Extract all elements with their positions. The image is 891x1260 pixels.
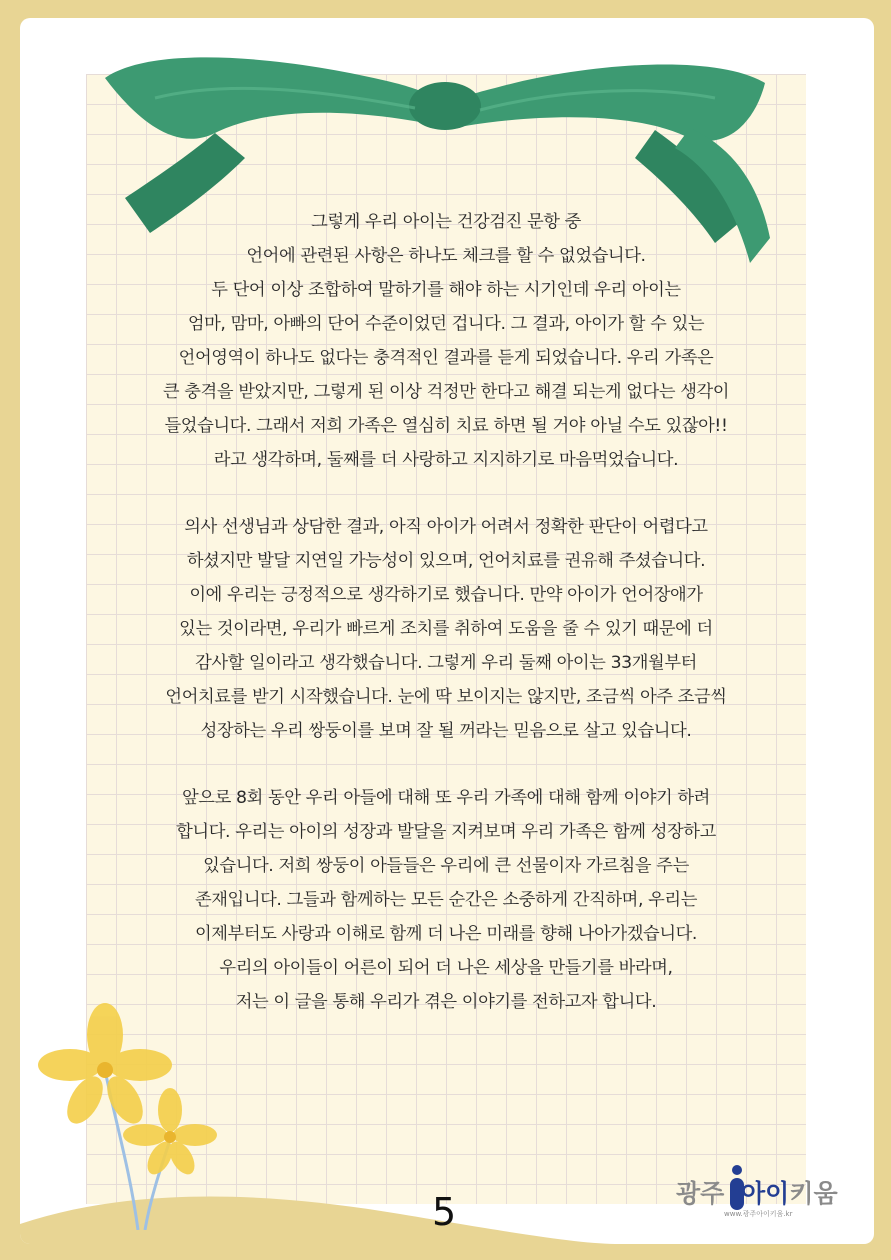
text-line: 저는 이 글을 통해 우리가 겪은 이야기를 전하고자 합니다.: [235, 992, 657, 1012]
page-number: 5: [432, 1190, 457, 1234]
logo-wordmark: [741, 1174, 838, 1210]
logo: [676, 1158, 876, 1228]
text-line: 앞으로 8회 동안 우리 아들에 대해 또 우리 가족에 대해 함께 이야기 하려: [182, 788, 710, 808]
text-line: 우리의 아이들이 어른이 되어 더 나은 세상을 만들기를 바라며,: [219, 958, 673, 978]
logo-suffix: 키움: [789, 1179, 838, 1208]
text-line: 큰 충격을 받았지만, 그렇게 된 이상 걱정만 한다고 해결 되는게 없다는 생각이: [162, 382, 730, 402]
logo-accent: 아이: [741, 1179, 790, 1208]
paragraph-1: [90, 205, 802, 477]
paragraph-2: [90, 510, 802, 748]
text-line: 라고 생각하며, 둘째를 더 사랑하고 지지하기로 마음먹었습니다.: [213, 450, 679, 470]
text-line: 의사 선생님과 상담한 결과, 아직 아이가 어려서 정확한 판단이 어렵다고: [184, 517, 708, 537]
text-line: 두 단어 이상 조합하여 말하기를 해야 하는 시기인데 우리 아이는: [211, 280, 681, 300]
text-line: 합니다. 우리는 아이의 성장과 발달을 지켜보며 우리 가족은 함께 성장하고: [176, 822, 716, 842]
text-line: 존재입니다. 그들과 함께하는 모든 순간은 소중하게 간직하며, 우리는: [194, 890, 698, 910]
text-line: 이에 우리는 긍정적으로 생각하기로 했습니다. 만약 아이가 언어장애가: [189, 585, 703, 605]
logo-url: www.광주아이키움.kr: [724, 1210, 793, 1218]
body-text: [90, 205, 802, 1052]
text-line: 있는 것이라면, 우리가 빠르게 조치를 취하여 도움을 줄 수 있기 때문에 더: [179, 619, 713, 639]
text-line: 언어에 관련된 사항은 하나도 체크를 할 수 없었습니다.: [246, 246, 646, 266]
text-line: 감사할 일이라고 생각했습니다. 그렇게 우리 둘째 아이는 33개월부터: [195, 653, 697, 673]
text-line: 이제부터도 사랑과 이해로 함께 더 나은 미래를 향해 나아가겠습니다.: [194, 924, 698, 944]
text-line: 그렇게 우리 아이는 건강검진 문항 중: [311, 212, 581, 232]
text-line: 하셨지만 발달 지연일 가능성이 있으며, 언어치료를 권유해 주셨습니다.: [186, 551, 706, 571]
paragraph-3: [90, 781, 802, 1019]
logo-prefix: 광주: [676, 1179, 725, 1208]
text-line: 언어치료를 받기 시작했습니다. 눈에 딱 보이지는 않지만, 조금씩 아주 조금씩: [165, 687, 727, 707]
text-line: 성장하는 우리 쌍둥이를 보며 잘 될 꺼라는 믿음으로 살고 있습니다.: [200, 721, 692, 741]
text-line: 언어영역이 하나도 없다는 충격적인 결과를 듣게 되었습니다. 우리 가족은: [178, 348, 714, 368]
text-line: 들었습니다. 그래서 저희 가족은 열심히 치료 하면 될 거야 아닐 수도 있잖아!!: [164, 416, 728, 436]
text-line: 엄마, 맘마, 아빠의 단어 수준이었던 겁니다. 그 결과, 아이가 할 수 있는: [187, 314, 705, 334]
text-line: 있습니다. 저희 쌍둥이 아들들은 우리에 큰 선물이자 가르침을 주는: [203, 856, 689, 876]
